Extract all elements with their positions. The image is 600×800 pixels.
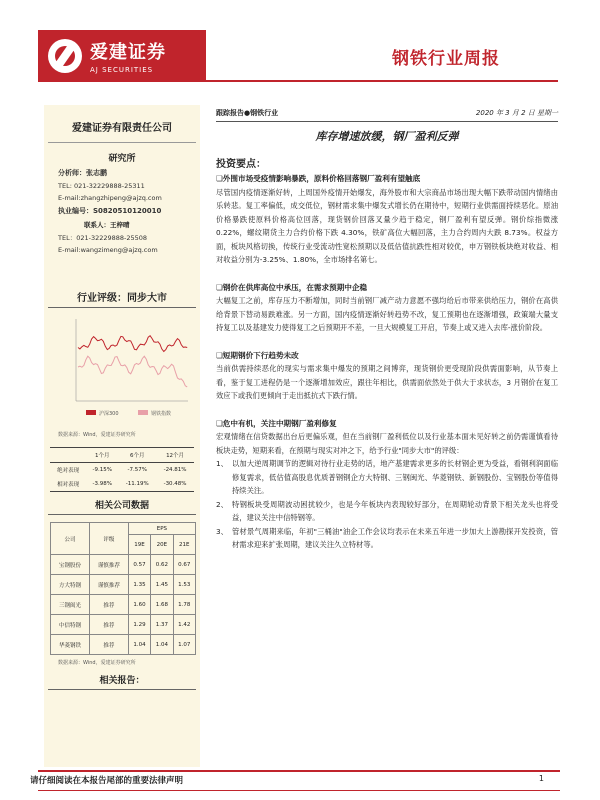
analyst-tel: TEL: 021-32229888-25311 (58, 182, 145, 190)
headline: 库存增速放缓，钢厂盈利反弹 (315, 130, 459, 143)
block-title: ❏外围市场受疫情影响暴跌，原料价格回落钢厂盈利有望触底 (216, 174, 421, 183)
block-title: ❏短期钢价下行趋势未改 (216, 350, 299, 360)
eps-title: 相关公司数据 (48, 498, 196, 515)
list-item: 2、 特钢板块受周期波动困扰较少，也是今年板块内表现较好部分，在周期轮动背景下相关龙头也将受益，建议关注中信特钢等。 (216, 499, 558, 522)
logo (38, 30, 206, 82)
legend-swatch-hs300 (86, 410, 96, 415)
table-row: 中信特钢 推荐 1.29 1.37 1.42 (51, 615, 196, 635)
series-steel (78, 356, 187, 387)
table-row: 绝对表现 -9.15% -7.57% -24.81% (57, 467, 187, 474)
company-name: 爱建证券有限责任公司 (48, 105, 196, 143)
eps-table: 公司 评级 EPS 19E 20E 21E 宝钢股份 谨慎推荐 0.57 0.62 0.67 方大特钢 谨慎推荐 1.35 1.45 1.53 三钢闽光 推荐 1.60 1.68 1.78 中信特钢 推荐 1.29 1.37 1.42 华菱钢铁 推荐 1.04 1.04 1.07 (50, 522, 196, 655)
header-divider (206, 80, 558, 82)
sidebar (44, 105, 200, 767)
legend-steel: 钢铁指数 (151, 411, 172, 417)
page-number: 1 (538, 774, 544, 783)
contact-email: E-mail:wangzimeng@ajzq.com (58, 246, 158, 254)
table-row: 相对表现 -3.98% -11.19% -30.48% (50, 477, 194, 492)
report-date: 2020 年 3 月 2 日 星期一 (475, 109, 558, 117)
table-row: 华菱钢铁 推荐 1.04 1.04 1.07 (51, 635, 196, 655)
list-item: 1、 以加大逆周期调节的逻辑对待行业走势的话，地产基建需求更多的长材钢企更为受益，看钢利润面临修复需求，低估值高股息优质普钢钢企方大特钢、三钢闽光、华菱钢铁、新钢股份、宝钢股份等值得持续关注。 (216, 459, 558, 495)
block-text: 宏观情绪在信贷数据出台后更偏乐观，但在当前钢厂盈利低位以及行业基本面未见好转之前仍需谨慎看待板块走势，短期来看，在预期与现实对冲之下，给予行业"同步大市"的评级： (216, 432, 558, 455)
bottom-divider (38, 790, 560, 791)
legend-hs300: 沪深300 (99, 411, 119, 417)
main-header (216, 106, 558, 122)
logo-cn: 爱建证券 (90, 42, 166, 63)
block-title: ❏钢价在供库高位中承压，在需求预期中企稳 (216, 282, 368, 292)
logo-mark-icon (48, 39, 82, 73)
logo-en: AJ SECURITIES (90, 66, 154, 74)
report-tag: 跟踪报告●钢铁行业 (216, 109, 279, 117)
eps-source: 数据来源：Wind，爱建证券研究所 (58, 660, 136, 666)
table-row: 三钢闽光 推荐 1.60 1.68 1.78 (51, 595, 196, 615)
block-text: 大幅复工之前，库存压力不断增加，同时当前钢厂减产动力意愿不强均给后市带来供给压力，钢价在高供给背景下替动易跌难涨。另一方面，国内疫情逐渐好转趋势不改，复工预期也在逐渐增强，政策端大量支持复工以及基建发力使得复工之后预期开不差，一旦大规模复工开启，节奏上或又进入去库-涨价阶段。 (216, 296, 558, 332)
analyst-email: E-mail:zhangzhipeng@ajzq.com (58, 194, 162, 202)
table-row: 宝钢股份 谨慎推荐 0.57 0.62 0.67 (51, 555, 196, 575)
block-title: ❏危中有机，关注中期钢厂盈利修复 (216, 418, 337, 428)
block-text: 尽管国内疫情逐渐好转，上周国外疫情开始爆发，海外股市和大宗商品市场出现大幅下跌带动国内情绪由乐转悲。复工率偏低，成交低位，钢材需求集中爆发式增长仍在期待中，短期行业供需面持续恶化。原油价格暴跌使原料价格高位回落，现货钢价回落叉量少趋于稳定，钢厂盈利有望反弹。钢价综指微涨 0.22%，螺纹期货主力合约价格下跌 4.30%，铁矿高位大幅回落，主力合约周内大跌 8.73%。权益方面，板块风格切换，传统行业受流动性宽松预期以及低估值抗跌性相对较优，申万钢铁板块绝对收益、相对收益分别为-3.25%、1.80%，全市场排名第七。 (216, 187, 558, 264)
legal-notice: 请仔细阅读在本报告尾部的重要法律声明 (30, 776, 184, 786)
research-label: 研究所 (108, 154, 136, 164)
table-row: 方大特钢 谨慎推荐 1.35 1.45 1.53 (51, 575, 196, 595)
footer-divider (38, 770, 560, 772)
invest-label: 投资要点： (216, 159, 266, 170)
contact-name: 联系人：王梓晴 (84, 221, 130, 229)
list-item: 3、 管材景气周期来临，年初"三桶油"油企工作会议均表示在未来五年进一步加大上游勘探开发投资，管材需求迎来扩张周期，建议关注久立特材等。 (216, 526, 558, 549)
industry-rating: 行业评级：同步大市 (48, 289, 196, 308)
index-chart (52, 313, 192, 421)
main-content (216, 170, 558, 552)
series-hs300 (78, 336, 187, 352)
related-reports: 相关报告： (48, 673, 196, 690)
contact-tel: TEL：021-32229888-25508 (58, 234, 148, 242)
legend-swatch-steel (138, 410, 148, 415)
cert-number: 执业编号：S0820510120010 (58, 207, 162, 215)
block-text: 当前供需持续恶化的现实与需求集中爆发的预期之间博弈，现货钢价更受现阶段供需面影响，从节奏上看，鉴于复工进程仍是一个逐渐增加效应，跟往年相比，供需面依然处于供大于求状态，3 月钢价在复工效应下或我们更倾向于走出抵抗式下跌行情。 (216, 364, 558, 400)
chart-source: 数据来源：Wind，爱建证券研究所 (58, 432, 136, 438)
analyst-name: 分析师：张志鹏 (58, 169, 107, 177)
report-title: 钢铁行业周报 (392, 49, 500, 69)
performance-table: 1个月 6个月 12个月 绝对表现 -9.15% -7.57% -24.81% 相对表现 -3.98% -11.19% -30.48% (50, 447, 194, 492)
